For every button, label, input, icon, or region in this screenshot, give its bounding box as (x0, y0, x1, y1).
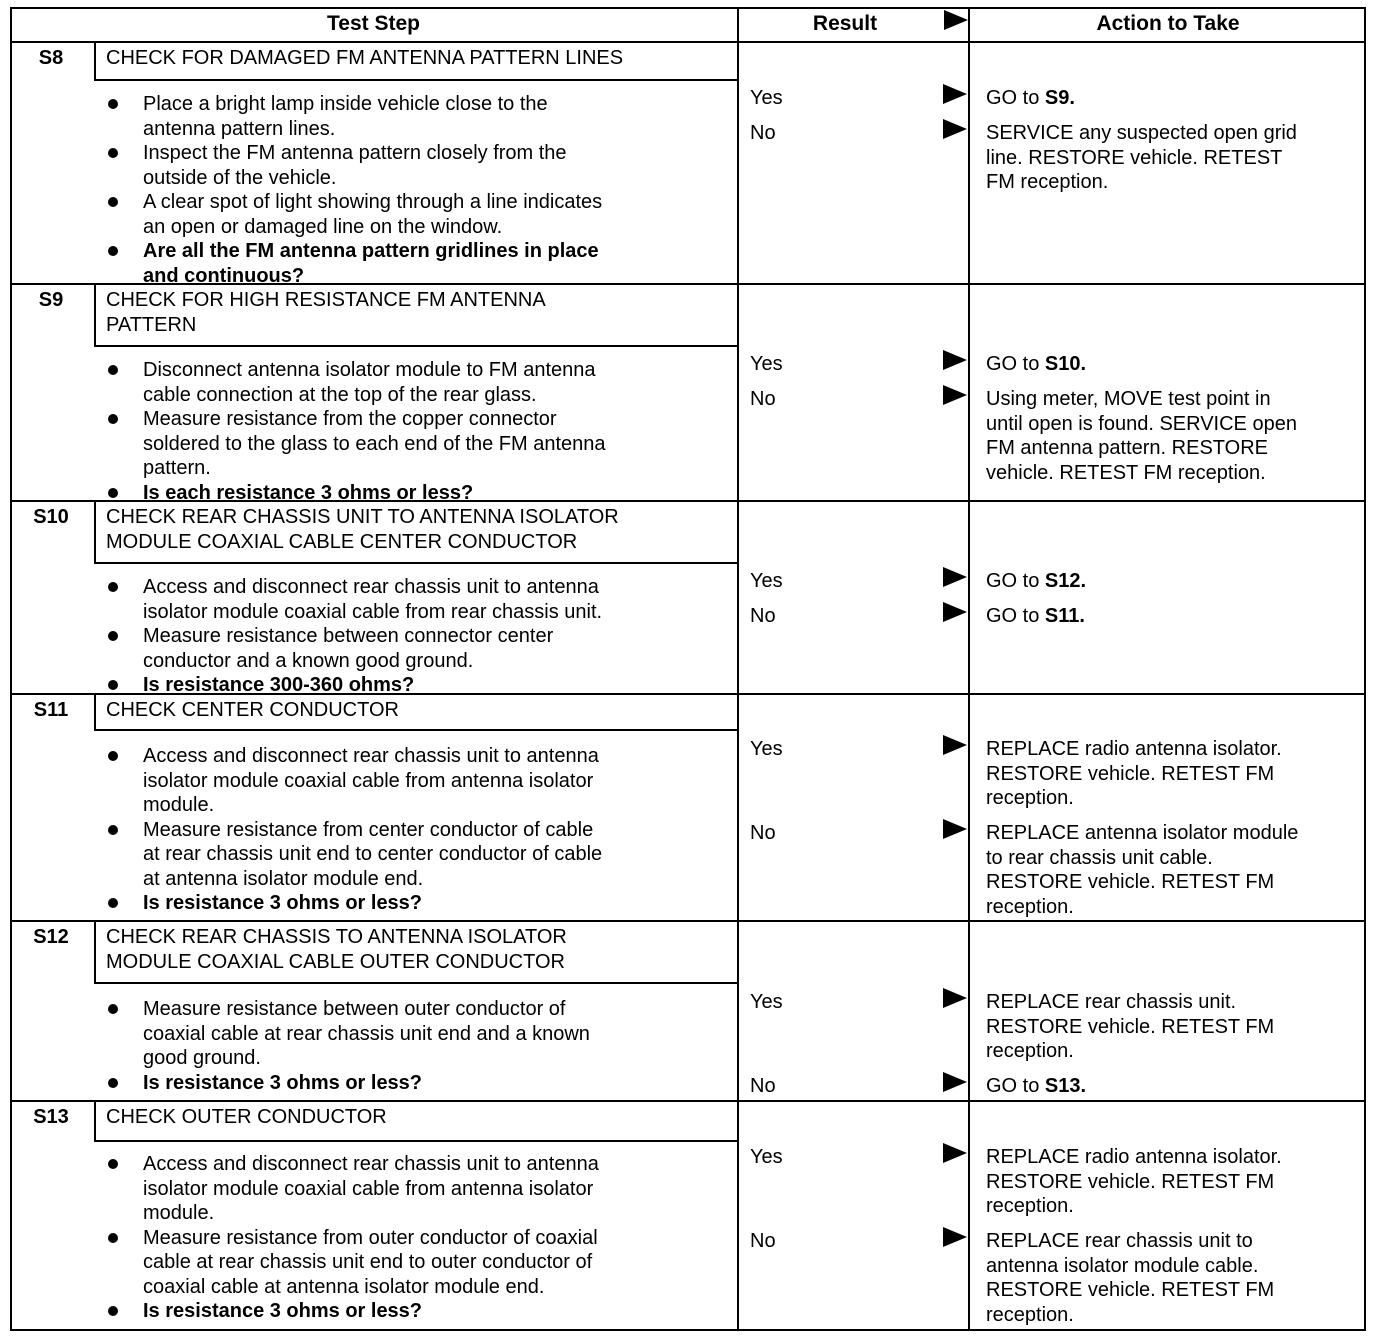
step-instruction: soldered to the glass to each end of the FM antenna (143, 432, 606, 455)
result-no: No (750, 122, 776, 144)
bullet-icon (108, 1233, 118, 1243)
result-no: No (750, 605, 776, 627)
step-instruction: conductor and a known good ground. (143, 649, 474, 672)
result-arrow-icon (943, 988, 967, 1008)
action-text (986, 1074, 1086, 1099)
action-segment: antenna isolator module cable. (986, 1254, 1259, 1277)
step-instruction: good ground. (143, 1047, 261, 1069)
code-divider (94, 500, 96, 562)
code-underline (10, 1100, 737, 1102)
step-reference: S9. (1044, 87, 1075, 109)
action-text (986, 1145, 1282, 1170)
step-instruction: isolator module coaxial cable from antenna isolator (143, 769, 594, 792)
action-segment: until open is found. SERVICE open (986, 412, 1297, 435)
bullet-icon (108, 898, 118, 908)
result-no: No (750, 822, 776, 844)
action-segment: FM reception. (986, 171, 1109, 193)
action-segment: Using meter, MOVE test point in (986, 388, 1271, 410)
title-underline (94, 562, 737, 564)
step-instruction: Is each resistance 3 ohms or less? (143, 481, 474, 504)
action-segment: to rear chassis unit cable. (986, 846, 1213, 869)
step-instruction: pattern. (143, 457, 211, 479)
step-instruction: Measure resistance between connector center (143, 625, 554, 647)
header-test-step: Test Step (327, 12, 420, 35)
step-reference: S11. (1044, 605, 1085, 627)
result-arrow-icon (943, 385, 967, 405)
action-segment: REPLACE radio antenna isolator. (986, 1146, 1282, 1168)
step-title: CHECK OUTER CONDUCTOR (106, 1106, 387, 1128)
result-arrow-icon (943, 350, 967, 370)
bullet-icon (108, 488, 118, 498)
step-instruction: Are all the FM antenna pattern gridlines in place (143, 240, 599, 262)
result-yes: Yes (750, 738, 783, 760)
step-instruction: isolator module coaxial cable from rear chassis unit. (143, 600, 603, 623)
action-segment: RESTORE vehicle. RETEST FM (986, 1279, 1275, 1301)
result-arrow-icon (943, 602, 967, 622)
action-text (986, 170, 1108, 195)
result-yes: Yes (750, 570, 783, 592)
action-text (986, 1039, 1074, 1064)
bullet-icon (108, 825, 118, 835)
code-divider (94, 283, 96, 345)
action-text (986, 1194, 1074, 1219)
step-instruction: Access and disconnect rear chassis unit to antenna (143, 576, 599, 598)
step-instruction: coaxial cable at rear chassis unit end and a known (143, 1022, 590, 1045)
step-title: CHECK REAR CHASSIS TO ANTENNA ISOLATOR (106, 926, 567, 948)
step-instruction: Is resistance 3 ohms or less? (143, 1071, 423, 1094)
result-arrow-icon (943, 1227, 967, 1247)
bullet-icon (108, 1159, 118, 1169)
result-yes: Yes (750, 353, 783, 375)
bullet-icon (108, 1004, 118, 1014)
result-arrow-icon (943, 735, 967, 755)
step-instruction: Is resistance 3 ohms or less? (143, 1300, 423, 1322)
action-text (986, 146, 1282, 171)
bullet-icon (108, 414, 118, 424)
action-text (986, 86, 1075, 111)
step-instruction: Access and disconnect rear chassis unit to antenna (143, 745, 599, 767)
result-arrow-icon (943, 567, 967, 587)
action-text (986, 352, 1086, 377)
step-instruction: antenna pattern lines. (143, 117, 336, 140)
action-text (986, 412, 1297, 437)
bullet-icon (108, 365, 118, 375)
result-arrow-icon (943, 819, 967, 839)
result-arrow-icon (943, 84, 967, 104)
action-segment: REPLACE rear chassis unit. (986, 991, 1237, 1013)
step-code: S12 (33, 926, 69, 948)
result-yes: Yes (750, 87, 783, 109)
action-text (986, 569, 1086, 594)
step-instruction: Is resistance 300-360 ohms? (143, 674, 415, 696)
step-reference: S12. (1044, 570, 1087, 592)
step-instruction: outside of the vehicle. (143, 166, 337, 189)
result-no: No (750, 1075, 776, 1097)
diagnostic-table (10, 7, 1366, 1331)
action-text (986, 436, 1268, 461)
action-text (986, 387, 1271, 412)
action-text (986, 821, 1298, 846)
result-yes: Yes (750, 991, 783, 1013)
action-segment: GO to (986, 87, 1045, 109)
code-divider (94, 1100, 96, 1140)
step-code: S9 (38, 289, 64, 311)
step-title: CHECK CENTER CONDUCTOR (106, 699, 399, 721)
border-left (10, 7, 12, 1329)
step-instruction: module. (143, 1202, 215, 1224)
step-title: CHECK REAR CHASSIS UNIT TO ANTENNA ISOLATOR (106, 506, 619, 528)
action-text (986, 461, 1266, 486)
action-segment: RESTORE vehicle. RETEST FM (986, 1015, 1275, 1038)
action-text (986, 846, 1213, 871)
step-instruction: Place a bright lamp inside vehicle close to the (143, 93, 548, 115)
action-segment: RESTORE vehicle. RETEST FM (986, 1170, 1275, 1193)
header-action: Action to Take (1096, 12, 1240, 35)
border-bottom (10, 1329, 1366, 1331)
step-instruction: Inspect the FM antenna pattern closely from the (143, 142, 567, 164)
step-instruction: Is resistance 3 ohms or less? (143, 892, 423, 914)
step-code: S13 (33, 1106, 69, 1128)
step-instruction: and continuous? (143, 264, 305, 287)
step-instruction: A clear spot of light showing through a line indicates (143, 191, 603, 213)
step-instruction: cable at rear chassis unit end to outer conductor of (143, 1251, 593, 1273)
step-instruction: at antenna isolator module end. (143, 867, 424, 890)
step-instruction: module. (143, 794, 215, 816)
bullet-icon (108, 680, 118, 690)
step-reference: S10. (1044, 353, 1087, 375)
title-underline (94, 729, 737, 731)
step-instruction: isolator module coaxial cable from antenna isolator (143, 1177, 594, 1200)
action-segment: reception. (986, 1040, 1074, 1062)
header-result: Result (812, 12, 878, 35)
action-segment: RESTORE vehicle. RETEST FM (986, 871, 1275, 893)
step-instruction: coaxial cable at antenna isolator module end. (143, 1275, 545, 1298)
action-segment: REPLACE radio antenna isolator. (986, 738, 1282, 760)
action-segment: reception. (986, 1303, 1074, 1326)
action-segment: REPLACE antenna isolator module (986, 822, 1299, 844)
action-text (986, 1015, 1274, 1040)
title-underline (94, 345, 737, 347)
bullet-icon (108, 148, 118, 158)
step-instruction: cable connection at the top of the rear glass. (143, 383, 537, 406)
action-segment: GO to (986, 570, 1045, 592)
action-segment: reception. (986, 1195, 1074, 1217)
code-underline (10, 283, 737, 285)
code-underline (10, 41, 737, 43)
action-text (986, 1170, 1274, 1195)
action-text (986, 604, 1085, 629)
step-instruction: Access and disconnect rear chassis unit to antenna (143, 1153, 599, 1175)
action-segment: line. RESTORE vehicle. RETEST (986, 146, 1283, 169)
action-text (986, 121, 1297, 146)
code-divider (94, 920, 96, 982)
bullet-icon (108, 751, 118, 761)
step-title: MODULE COAXIAL CABLE CENTER CONDUCTOR (106, 530, 578, 553)
bullet-icon (108, 246, 118, 256)
step-title: MODULE COAXIAL CABLE OUTER CONDUCTOR (106, 950, 565, 973)
action-text (986, 762, 1274, 787)
action-text (986, 737, 1282, 762)
bullet-icon (108, 1078, 118, 1088)
result-arrow-icon (943, 1143, 967, 1163)
step-title: PATTERN (106, 313, 197, 336)
bullet-icon (108, 99, 118, 109)
action-text (986, 870, 1274, 895)
step-instruction: Measure resistance from center conductor of cable (143, 818, 594, 841)
step-code: S8 (38, 47, 64, 69)
code-underline (10, 920, 737, 922)
action-segment: GO to (986, 1075, 1045, 1097)
bullet-icon (108, 197, 118, 207)
step-code: S11 (33, 699, 69, 721)
action-segment: GO to (986, 353, 1045, 375)
step-reference: S13. (1044, 1075, 1087, 1097)
step-instruction: Disconnect antenna isolator module to FM antenna (143, 359, 596, 381)
step-title: CHECK FOR DAMAGED FM ANTENNA PATTERN LINES (106, 47, 624, 69)
action-segment: GO to (986, 605, 1045, 627)
action-text (986, 895, 1074, 920)
step-instruction: at rear chassis unit end to center conductor of cable (143, 843, 603, 865)
bullet-icon (108, 631, 118, 641)
action-segment: RESTORE vehicle. RETEST FM (986, 762, 1275, 785)
header-arrow-icon (944, 10, 968, 30)
title-underline (94, 1140, 737, 1142)
step-instruction: Measure resistance between outer conductor of (143, 998, 566, 1020)
title-underline (94, 79, 737, 81)
step-title: CHECK FOR HIGH RESISTANCE FM ANTENNA (106, 289, 546, 311)
action-segment: reception. (986, 787, 1074, 809)
code-divider (94, 41, 96, 79)
title-underline (94, 982, 737, 984)
action-text (986, 990, 1236, 1015)
action-segment: REPLACE rear chassis unit to (986, 1230, 1253, 1252)
action-segment: FM antenna pattern. RESTORE (986, 437, 1268, 459)
action-text (986, 1254, 1258, 1279)
action-text (986, 786, 1074, 811)
action-text (986, 1278, 1274, 1303)
result-yes: Yes (750, 1146, 783, 1168)
bullet-icon (108, 582, 118, 592)
action-text (986, 1229, 1253, 1254)
result-arrow-icon (943, 119, 967, 139)
step-instruction: an open or damaged line on the window. (143, 215, 503, 238)
result-arrow-icon (943, 1072, 967, 1092)
step-instruction: Measure resistance from outer conductor of coaxial (143, 1226, 598, 1249)
result-no: No (750, 388, 776, 410)
border-top (10, 7, 1366, 9)
action-segment: SERVICE any suspected open grid (986, 122, 1297, 144)
code-divider (94, 693, 96, 729)
action-segment: vehicle. RETEST FM reception. (986, 461, 1266, 484)
action-segment: reception. (986, 895, 1074, 918)
action-text (986, 1303, 1074, 1328)
step-instruction: Measure resistance from the copper connector (143, 408, 557, 430)
step-code: S10 (33, 506, 69, 528)
result-no: No (750, 1230, 776, 1252)
result-column-divider (737, 7, 739, 1329)
border-right (1364, 7, 1366, 1329)
action-column-divider (968, 7, 970, 1329)
bullet-icon (108, 1306, 118, 1316)
